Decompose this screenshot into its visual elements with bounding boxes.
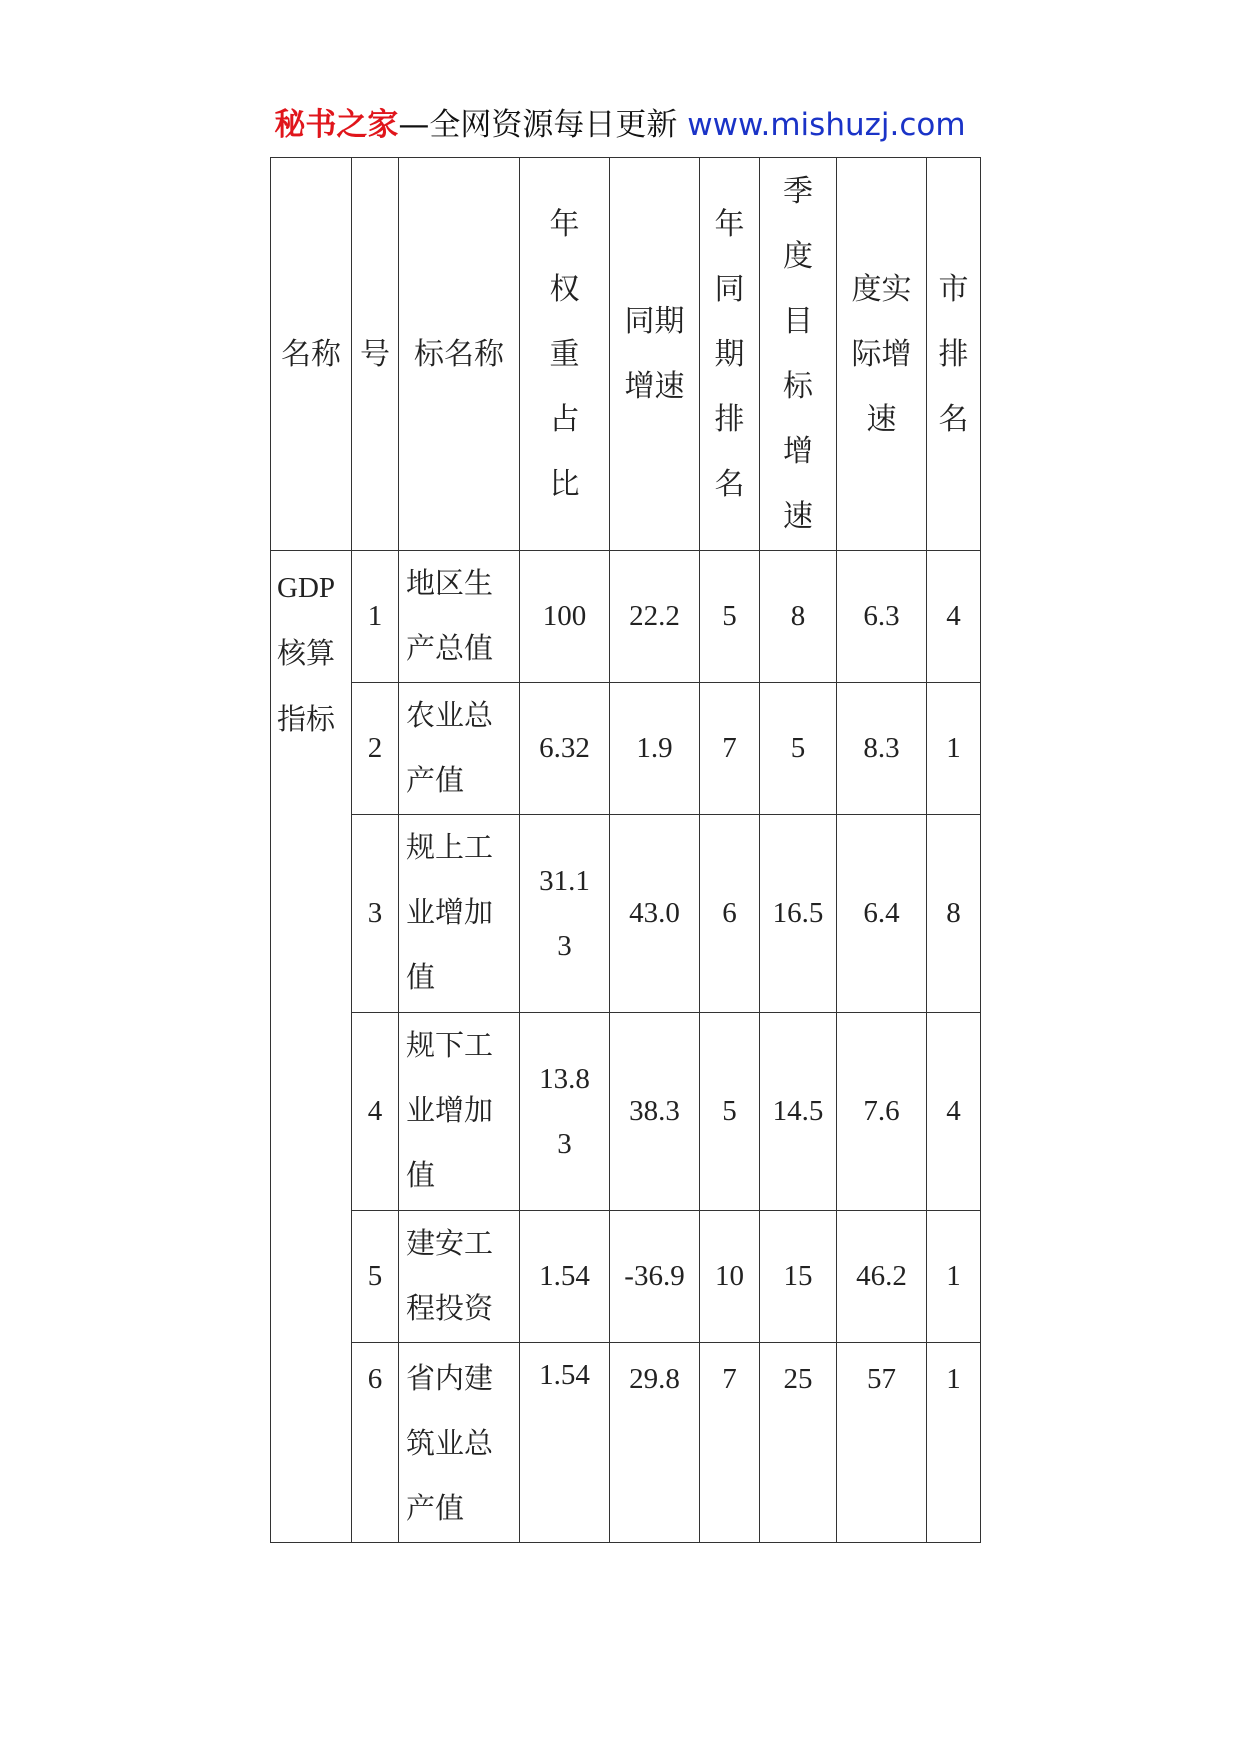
row-weight: 100: [520, 551, 610, 683]
row-target: 15: [760, 1211, 837, 1343]
table-header-row: [271, 158, 981, 551]
row-no: 6: [352, 1343, 399, 1543]
row-target: 25: [760, 1343, 837, 1543]
row-name: 农业总产值: [399, 683, 520, 815]
table-row: [271, 1343, 981, 1543]
row-city-rank: 1: [927, 1343, 981, 1543]
category-cell: GDP核算指标: [271, 551, 352, 1543]
row-actual: 8.3: [837, 683, 927, 815]
row-weight: 1.54: [520, 1211, 610, 1343]
row-name: 省内建筑业总产值: [399, 1343, 520, 1543]
row-rank: 5: [700, 1013, 760, 1211]
row-name: 规下工业增加值: [399, 1013, 520, 1211]
slogan: —全网资源每日更新: [398, 107, 678, 143]
row-no: 3: [352, 815, 399, 1013]
table-row: [271, 551, 981, 683]
row-city-rank: 8: [927, 815, 981, 1013]
row-weight: 13.83: [520, 1013, 610, 1211]
row-name: 地区生产总值: [399, 551, 520, 683]
header-actual-growth: 度实际增速: [837, 158, 927, 551]
row-actual: 6.4: [837, 815, 927, 1013]
row-name: 建安工程投资: [399, 1211, 520, 1343]
row-no: 2: [352, 683, 399, 815]
row-target: 5: [760, 683, 837, 815]
header-yoy-growth: 同期增速: [610, 158, 700, 551]
row-no: 1: [352, 551, 399, 683]
row-city-rank: 1: [927, 1211, 981, 1343]
row-no: 4: [352, 1013, 399, 1211]
row-weight: 1.54: [520, 1343, 610, 1543]
header-no: 号: [352, 158, 399, 551]
header-quarter-target: 季度目标增速: [760, 158, 837, 551]
row-yoy: 22.2: [610, 551, 700, 683]
row-yoy: 43.0: [610, 815, 700, 1013]
row-yoy: 38.3: [610, 1013, 700, 1211]
table-row: [271, 815, 981, 1013]
row-weight: 31.13: [520, 815, 610, 1013]
brand-name: 秘书之家: [274, 107, 399, 143]
row-weight: 6.32: [520, 683, 610, 815]
header-yoy-rank: 年同期排名: [700, 158, 760, 551]
row-rank: 7: [700, 1343, 760, 1543]
header-banner: [0, 100, 1240, 150]
row-no: 5: [352, 1211, 399, 1343]
header-weight: 年权重占比: [520, 158, 610, 551]
row-actual: 46.2: [837, 1211, 927, 1343]
table-row: [271, 1211, 981, 1343]
row-rank: 7: [700, 683, 760, 815]
header-city-rank: 市排名: [927, 158, 981, 551]
row-actual: 57: [837, 1343, 927, 1543]
row-rank: 5: [700, 551, 760, 683]
row-rank: 10: [700, 1211, 760, 1343]
row-yoy: 29.8: [610, 1343, 700, 1543]
indicator-table: [270, 157, 981, 1543]
row-target: 14.5: [760, 1013, 837, 1211]
row-city-rank: 4: [927, 1013, 981, 1211]
row-city-rank: 1: [927, 683, 981, 815]
row-yoy: -36.9: [610, 1211, 700, 1343]
row-rank: 6: [700, 815, 760, 1013]
row-actual: 6.3: [837, 551, 927, 683]
row-name: 规上工业增加值: [399, 815, 520, 1013]
site-url[interactable]: www.mishuzj.com: [687, 107, 966, 143]
row-yoy: 1.9: [610, 683, 700, 815]
header-indicator-name: 标名称: [399, 158, 520, 551]
row-actual: 7.6: [837, 1013, 927, 1211]
row-target: 8: [760, 551, 837, 683]
row-target: 16.5: [760, 815, 837, 1013]
header-name: 名称: [271, 158, 352, 551]
table-row: [271, 1013, 981, 1211]
table-row: [271, 683, 981, 815]
row-city-rank: 4: [927, 551, 981, 683]
